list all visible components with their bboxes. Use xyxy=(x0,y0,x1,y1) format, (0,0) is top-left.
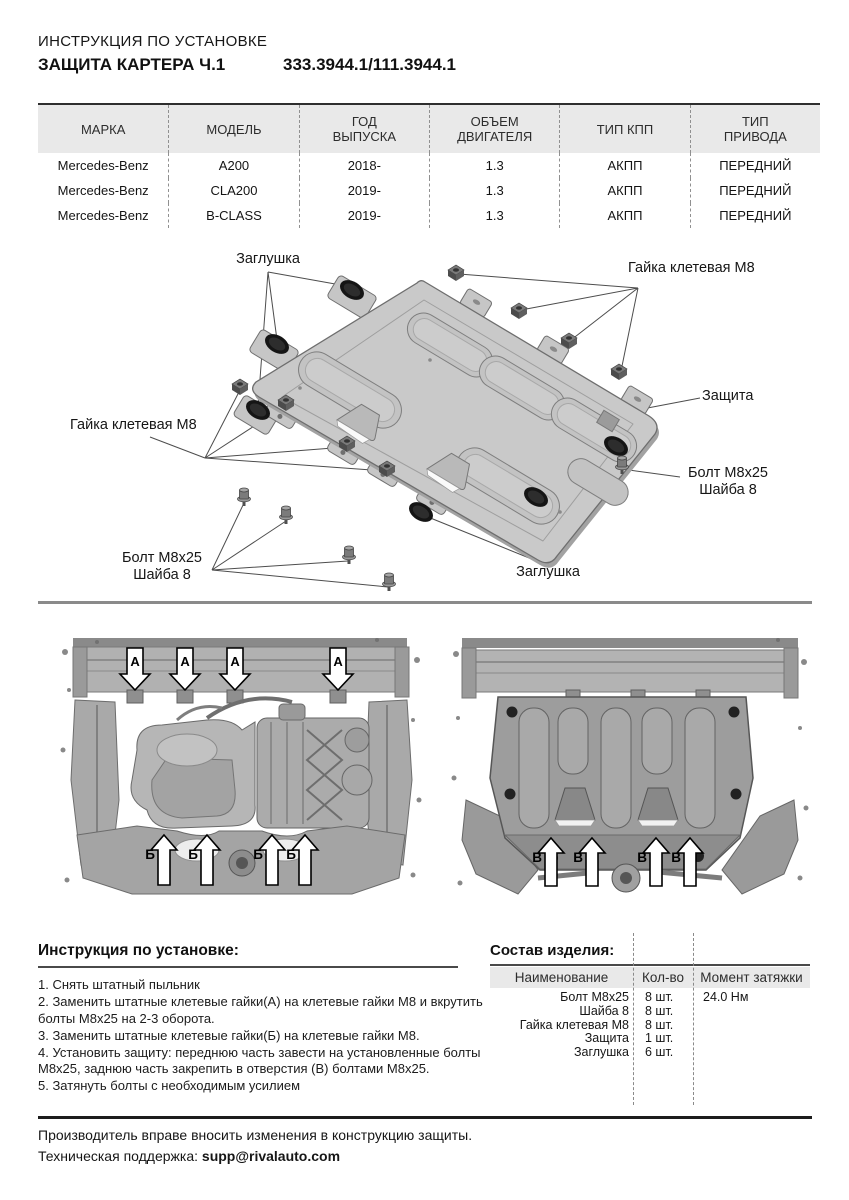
parts-row xyxy=(490,990,810,1004)
label-plug-top: Заглушка xyxy=(236,251,300,267)
table-cell: АКПП xyxy=(559,178,689,203)
column-header: ОБЪЕМ ДВИГАТЕЛЯ xyxy=(429,105,559,153)
parts-rows xyxy=(490,990,810,1059)
bolt-glyph xyxy=(238,488,251,506)
parts-title: Состав изделия: xyxy=(490,942,615,959)
label-plug-bottom: Заглушка xyxy=(516,564,580,580)
part-torque: 24.0 Нм xyxy=(703,990,749,1004)
table-cell: Mercedes-Benz xyxy=(57,208,149,223)
part-name: Заглушка xyxy=(573,1045,629,1060)
table-cell: АКПП xyxy=(559,203,689,228)
column-header: ТИП ПРИВОДА xyxy=(690,105,820,153)
clip-nut-glyph xyxy=(448,265,464,281)
footer-support xyxy=(38,1148,340,1164)
label-washer-line: Шайба 8 xyxy=(699,482,757,498)
clip-nut-glyph xyxy=(511,303,527,319)
table-cell: 1.3 xyxy=(429,178,559,203)
instructions-steps xyxy=(38,977,484,1095)
marker-a-letter: А xyxy=(333,654,343,669)
part-name: Болт М8х25 xyxy=(560,990,629,1004)
label-bolt-left xyxy=(116,550,208,584)
column-header: МОДЕЛЬ xyxy=(168,105,298,153)
table-cell: 2019- xyxy=(299,203,429,228)
part-qty: 8 шт. xyxy=(645,1017,674,1032)
table-cell: 2019- xyxy=(299,178,429,203)
parts-column-separator xyxy=(693,933,694,1105)
marker-v-letter: В xyxy=(671,850,681,865)
parts-header xyxy=(490,967,810,988)
clip-nut-glyph xyxy=(232,379,248,395)
photo-underbody-installed xyxy=(448,628,812,906)
shield-plate-drawing xyxy=(232,265,659,591)
footer-disclaimer: Производитель вправе вносить изменения в конструкцию защиты. xyxy=(38,1127,473,1143)
marker-b-letter: Б xyxy=(286,847,296,862)
label-shield: Защита xyxy=(702,388,754,404)
parts-row xyxy=(490,1031,810,1045)
doc-type-title: ИНСТРУКЦИЯ ПО УСТАНОВКЕ xyxy=(38,33,268,50)
parts-rule xyxy=(490,964,810,966)
marker-a-letter: А xyxy=(130,654,140,669)
marker-b-letter: Б xyxy=(145,847,155,862)
marker-b-letter: Б xyxy=(253,847,263,862)
instruction-step: 1. Снять штатный пыльник xyxy=(38,977,200,992)
bolt-glyph xyxy=(383,573,396,591)
table-cell: ПЕРЕДНИЙ xyxy=(690,178,820,203)
clip-nut-glyph xyxy=(611,364,627,380)
table-cell: 1.3 xyxy=(429,153,559,178)
part-qty: 8 шт. xyxy=(645,990,674,1004)
instructions-rule xyxy=(38,966,458,968)
marker-a-letter: А xyxy=(180,654,190,669)
parts-column: Момент затяжки xyxy=(700,970,803,985)
table-cell: Mercedes-Benz xyxy=(57,158,149,173)
photo-underbody-stock xyxy=(57,630,425,906)
marker-v-letter: В xyxy=(637,850,647,865)
part-qty: 8 шт. xyxy=(645,1003,674,1018)
label-clip-nut-left: Гайка клетевая М8 xyxy=(70,417,197,433)
parts-column: Кол-во xyxy=(642,970,684,985)
marker-b-letter: Б xyxy=(188,847,198,862)
parts-column: Наименование xyxy=(514,970,609,985)
table-cell: 2018- xyxy=(299,153,429,178)
column-header: ТИП КПП xyxy=(559,105,689,153)
part-qty: 6 шт. xyxy=(645,1045,674,1060)
label-clip-nut-right: Гайка клетевая М8 xyxy=(628,260,755,276)
table-cell: A200 xyxy=(168,153,298,178)
bolt-glyph xyxy=(280,506,293,524)
part-qty: 1 шт. xyxy=(645,1031,674,1046)
marker-v-letter: В xyxy=(532,850,542,865)
table-cell: АКПП xyxy=(559,153,689,178)
fitment-table xyxy=(38,103,820,228)
table-cell: CLA200 xyxy=(168,178,298,203)
table-cell: 1.3 xyxy=(429,203,559,228)
section-divider xyxy=(38,601,812,604)
parts-column-separator xyxy=(633,933,634,1105)
table-cell: ПЕРЕДНИЙ xyxy=(690,203,820,228)
footer-divider xyxy=(38,1116,812,1119)
table-cell: B-CLASS xyxy=(168,203,298,228)
parts-row xyxy=(490,1045,810,1059)
part-name: Защита xyxy=(584,1031,629,1046)
support-label: Техническая поддержка: xyxy=(38,1148,199,1164)
instruction-step: 5. Затянуть болты с необходимым усилием xyxy=(38,1078,301,1093)
parts-row xyxy=(490,1004,810,1018)
support-email: supp@rivalauto.com xyxy=(201,1148,341,1164)
instruction-step: 2. Заменить штатные клетевые гайки(А) на клетевые гайки М8 и вкрутить болты М8х25 на 2-3 оборота. xyxy=(38,994,483,1026)
table-cell: Mercedes-Benz xyxy=(57,183,149,198)
column-header: ГОД ВЫПУСКА xyxy=(299,105,429,153)
label-bolt-line: Болт М8х25 xyxy=(122,550,202,566)
label-bolt-right xyxy=(682,465,774,499)
part-numbers: 333.3944.1/111.3944.1 xyxy=(283,55,457,74)
part-name: Гайка клетевая М8 xyxy=(519,1017,629,1032)
label-washer-line: Шайба 8 xyxy=(133,567,191,583)
marker-v-letter: В xyxy=(573,850,583,865)
label-bolt-line: Болт М8х25 xyxy=(688,465,768,481)
column-header: МАРКА xyxy=(38,105,168,153)
instructions-title: Инструкция по установке: xyxy=(38,942,239,959)
part-name: Шайба 8 xyxy=(579,1003,629,1018)
table-cell: ПЕРЕДНИЙ xyxy=(690,153,820,178)
product-title: ЗАЩИТА КАРТЕРА Ч.1 xyxy=(38,55,226,74)
parts-row xyxy=(490,1018,810,1032)
instruction-step: 3. Заменить штатные клетевые гайки(Б) на клетевые гайки М8. xyxy=(38,1027,420,1043)
instruction-step: 4. Установить защиту: переднюю часть завести на установленные болты М8х25, заднюю часть закрепить в отверстия (В) болтами М8х25. xyxy=(38,1044,481,1076)
marker-a-letter: А xyxy=(230,654,240,669)
